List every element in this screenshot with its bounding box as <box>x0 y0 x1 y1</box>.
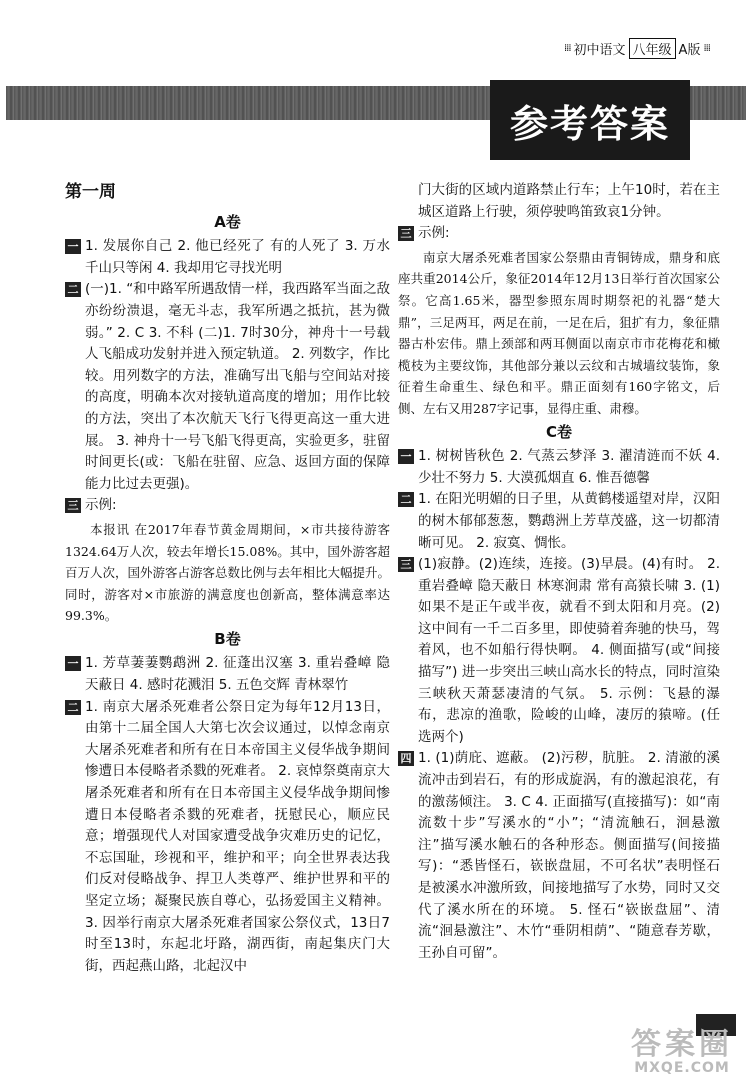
watermark <box>622 1027 742 1076</box>
sample-text: 本报讯 在2017年春节黄金周期间，×市共接待游客1324.64万人次，较去年增长15.08%。其中，国外游客超百万人次，国外游客占游客总数比例与去年相比大幅提升。同时，游客对×市旅游的满意度也创新高，整体满意率达99.3%。 <box>65 521 391 624</box>
page-header <box>564 38 710 59</box>
section-a-title: A卷 <box>214 212 241 231</box>
number-marker: 二 <box>398 492 414 507</box>
watermark-url: MXQE.COM <box>634 1060 730 1076</box>
number-marker: 一 <box>65 239 81 254</box>
right-column <box>398 180 720 964</box>
number-marker: 二 <box>65 282 81 297</box>
edition-label: A版 <box>678 43 701 58</box>
subject-label: 初中语文 <box>573 43 626 58</box>
banner-title: 参考答案 <box>490 80 690 160</box>
answer-block: 一 1. 芳草萋萋鹦鹉洲 2. 征蓬出汉塞 3. 重岩叠嶂 隐天蔽日 4. 感时花溅泪 5. 五色交辉 青林翠竹 <box>65 653 390 696</box>
dots-icon: ⁞⁞⁞ <box>563 43 571 54</box>
answer-block: 二 1. 在阳光明媚的日子里，从黄鹤楼遥望对岸，汉阳的树木郁郁葱葱，鹦鹉洲上芳草茂盛，这一切都清晰可见。 2. 寂寞、惆怅。 <box>398 489 720 554</box>
answer-continuation: 门大街的区域内道路禁止行车；上午10时，若在主城区道路上行驶，须停驶鸣笛致哀1分钟。 <box>418 182 720 220</box>
watermark-logo: 答案圈 <box>631 1027 733 1062</box>
sample-text: 南京大屠杀死难者国家公祭鼎由青铜铸成，鼎身和底座共重2014公斤，象征2014年12月13日举行首次国家公祭。它高1.65米，器型参照东周时期祭祀的礼器“楚大鼎”，三足两耳，两足在前，一足在后，狙扩有力，象征鼎器古朴宏伟。鼎上颈部和两耳侧面以南京市市花梅花和橄榄枝为主要纹饰，其他部分兼以云纹和古城墙纹装饰，象征着生命重生、绿色和平。鼎正面刻有160字铭文，后侧、左右又用287字记事，显得庄重、肃穆。 <box>398 249 720 416</box>
section-b-title: B卷 <box>214 629 241 648</box>
answer-block: 三 (1)寂静。(2)连续，连接。(3)早晨。(4)有时。 2. 重岩叠嶂 隐天蔽日 林寒涧肃 常有高猿长啸 3. (1)如果不是正午或半夜，就看不到太阳和月亮。(2)这中间有一千二百多里，即使骑着奔驰的快马，驾着风，也不如船行得快啊。 4. 侧面描写(或“间接描写”) 进一步突出三峡山高水长的特点，同时渲染三峡秋天萧瑟凄清的气氛。 5. 示例：飞悬的瀑布，悲凉的渔歌，险峻的山峰，凄厉的猿啼。(任选两个) <box>398 554 720 748</box>
answer-block: 一 1. 树树皆秋色 2. 气蒸云梦泽 3. 濯清涟而不妖 4. 少壮不努力 5. 大漠孤烟直 6. 惟吾德馨 <box>398 446 720 489</box>
answer-block: 三 示例: <box>65 495 390 517</box>
answer-block: 三 示例: <box>398 223 720 245</box>
number-marker: 三 <box>65 498 81 513</box>
week-title: 第一周 <box>65 182 116 202</box>
answer-block: 一 1. 发展你自己 2. 他已经死了 有的人死了 3. 万水千山只等闲 4. 我却用它寻找光明 <box>65 236 390 279</box>
number-marker: 一 <box>398 449 414 464</box>
answer-block: 二 (一)1. “和中路军所遇敌情一样，我西路军当面之敌亦纷纷溃退，毫无斗志，我军所遇之抵抗，甚为微弱。” 2. C 3. 不科 (二)1. 7时30分，神舟十一号载人飞船成功发射并进入预定轨道。 2. 列数字，作比较。用列数字的方法，准确写出飞船与空间站对接的高度，明确本次对接轨道高度的增加；用作比较的方法，突出了本次航天飞行飞得更高这一重大进展。 3. 神舟十一号飞船飞得更高，实验更多，驻留时间更长(或：飞船在驻留、应急、返回方面的保障能力比过去更强)。 <box>65 279 390 495</box>
number-marker: 一 <box>65 656 81 671</box>
section-c-title: C卷 <box>545 422 572 441</box>
number-marker: 三 <box>398 557 414 572</box>
grade-label: 八年级 <box>629 38 676 59</box>
left-column <box>65 180 390 977</box>
number-marker: 四 <box>398 751 414 766</box>
dots-icon: ⁞⁞⁞ <box>703 43 710 54</box>
number-marker: 三 <box>398 226 414 241</box>
answer-block: 四 1. (1)荫庇、遮蔽。 (2)污秽，肮脏。 2. 清澈的溪流冲击到岩石，有的形成旋涡，有的激起浪花，有的激荡倾注。 3. C 4. 正面描写(直接描写)：如“南流数十步”写溪水的“小”；“清流触石，洄悬激注”描写溪水触石的各种形态。侧面描写(间接描写)：“悉皆怪石，嵚嵌盘屈，不可名状”表明怪石是被溪水冲激所致，间接地描写了水势，同时又交代了溪水所在的环境。 5. 怪石“嵚嵌盘屈”、清流“洄悬激注”、木竹“垂阴相荫”、“随意春芳歇，王孙自可留”。 <box>398 748 720 964</box>
number-marker: 二 <box>65 700 81 715</box>
answer-block: 二 1. 南京大屠杀死难者公祭日定为每年12月13日，由第十二届全国人大第七次会议通过，以悼念南京大屠杀死难者和所有在日本帝国主义侵华战争期间惨遭日本侵略者杀戮的死难者。 2. 哀悼祭奠南京大屠杀死难者和所有在日本帝国主义侵华战争期间惨遭日本侵略者杀戮的死难者，抚慰民心，顺应民意；增强现代人对国家遭受战争灾难历史的记忆，不忘国耻，珍视和平，维护和平；向全世界表达我们反对侵略战争、捍卫人类尊严、维护世界和平的坚定立场；凝聚民族自尊心，弘扬爱国主义精神。 3. 因举行南京大屠杀死难者国家公祭仪式，13日7时至13时，东起北圩路，湖西街，南起集庆门大街，西起燕山路，北起汉中 <box>65 697 390 978</box>
